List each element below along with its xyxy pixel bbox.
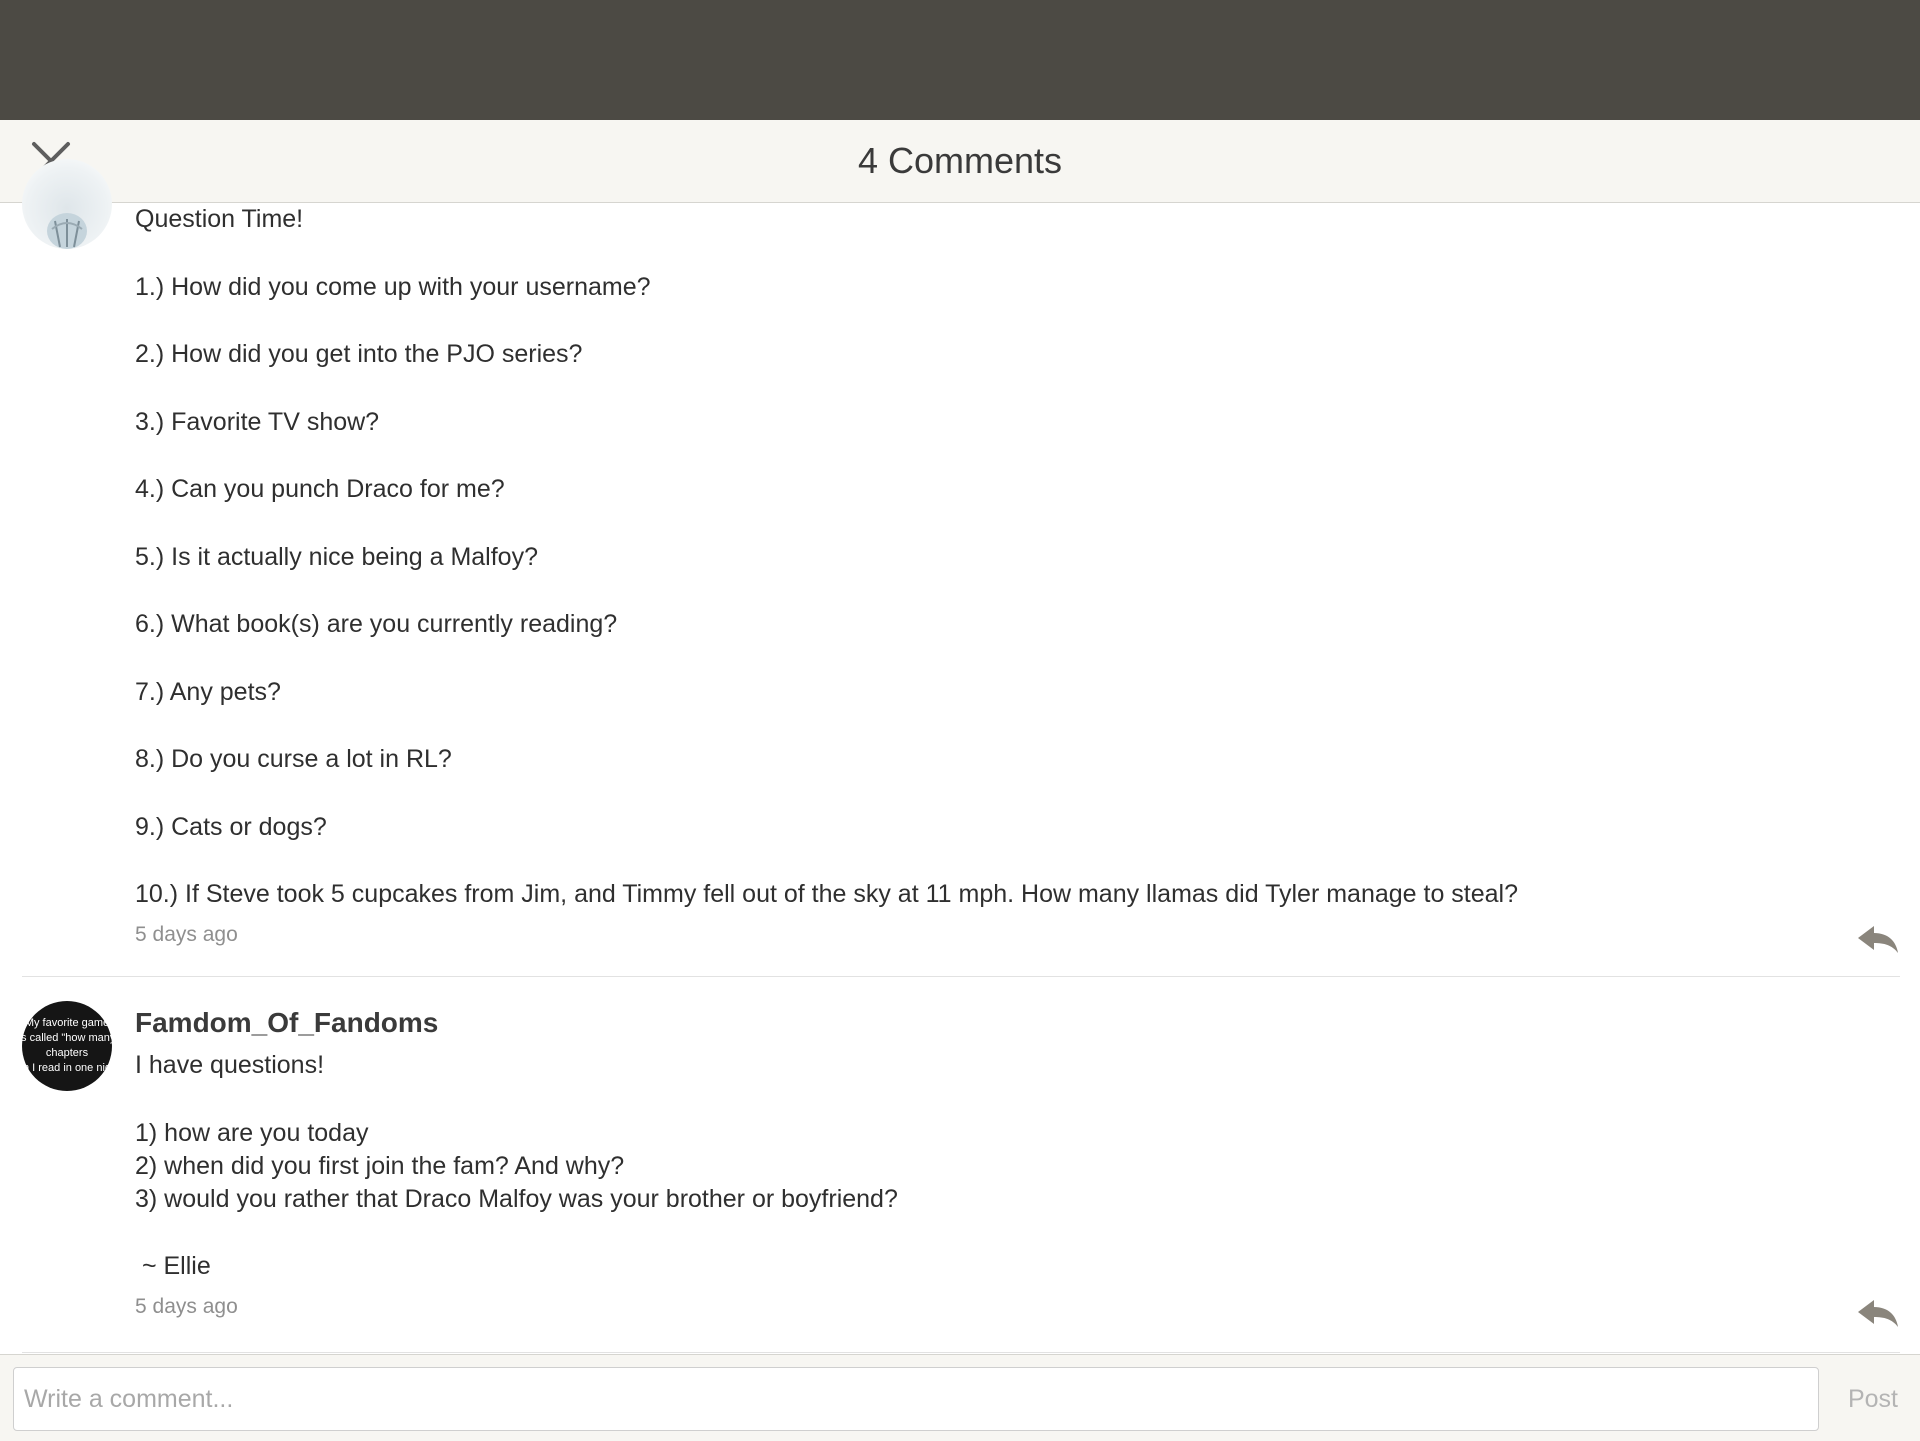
comment-text-line: 9.) Cats or dogs?: [135, 812, 327, 841]
reply-button[interactable]: [1856, 1296, 1900, 1330]
avatar-text: chapters: [45, 1047, 89, 1059]
status-bar: [0, 0, 1920, 120]
reply-icon: [1856, 922, 1900, 956]
avatar[interactable]: [22, 159, 112, 249]
comment-text-line: 3) would you rather that Draco Malfoy was your brother or boyfriend?: [135, 1184, 898, 1213]
avatar-text: is called "how many: [18, 1032, 116, 1044]
avatar-image: [22, 159, 112, 249]
avatar[interactable]: [16, 1001, 118, 1091]
post-button[interactable]: Post: [1847, 1385, 1898, 1413]
comment-body: [135, 203, 1835, 947]
comment-text-line: 2.) How did you get into the PJO series?: [135, 340, 583, 368]
comment-text-line: 2) when did you first join the fam? And why?: [135, 1151, 625, 1180]
avatar-text: My favorite game: [24, 1017, 110, 1029]
comment-text-line: ~ Ellie: [135, 1252, 211, 1280]
comment-composer: [0, 1354, 1920, 1441]
comment-text-line: 7.) Any pets?: [135, 677, 281, 706]
comment-text-line: I have questions!: [135, 1051, 325, 1079]
comment-text-line: 3.) Favorite TV show?: [135, 407, 380, 436]
comment-username[interactable]: Famdom_Of_Fandoms: [135, 1007, 439, 1038]
comment-item: [22, 203, 1900, 977]
comment-timestamp: 5 days ago: [135, 1295, 238, 1318]
comment-text-line: 1) how are you today: [135, 1118, 369, 1147]
reply-button[interactable]: [1856, 922, 1900, 956]
comment-text-line: 6.) What book(s) are you currently reading?: [135, 610, 618, 638]
avatar-text: an I read in one nigh: [16, 1062, 118, 1074]
page-title: 4 Comments: [857, 140, 1063, 181]
comment-body: [135, 1001, 1835, 1319]
comment-text-line: Question Time!: [135, 205, 304, 233]
reply-icon: [1856, 1296, 1900, 1330]
comment-text-line: 5.) Is it actually nice being a Malfoy?: [135, 542, 538, 571]
comment-text-line: 4.) Can you punch Draco for me?: [135, 475, 505, 503]
comment-text-line: 10.) If Steve took 5 cupcakes from Jim, and Timmy fell out of the sky at 11 mph. How many llamas did Tyler manage to steal?: [135, 880, 1519, 908]
comment-input[interactable]: [13, 1367, 1819, 1431]
comments-list[interactable]: [0, 203, 1920, 1354]
comment-item: [16, 977, 1900, 1353]
comments-header: [0, 120, 1920, 203]
comment-text-line: 8.) Do you curse a lot in RL?: [135, 745, 452, 773]
comment-timestamp: 5 days ago: [135, 923, 238, 946]
comment-text-line: 1.) How did you come up with your username?: [135, 272, 651, 301]
